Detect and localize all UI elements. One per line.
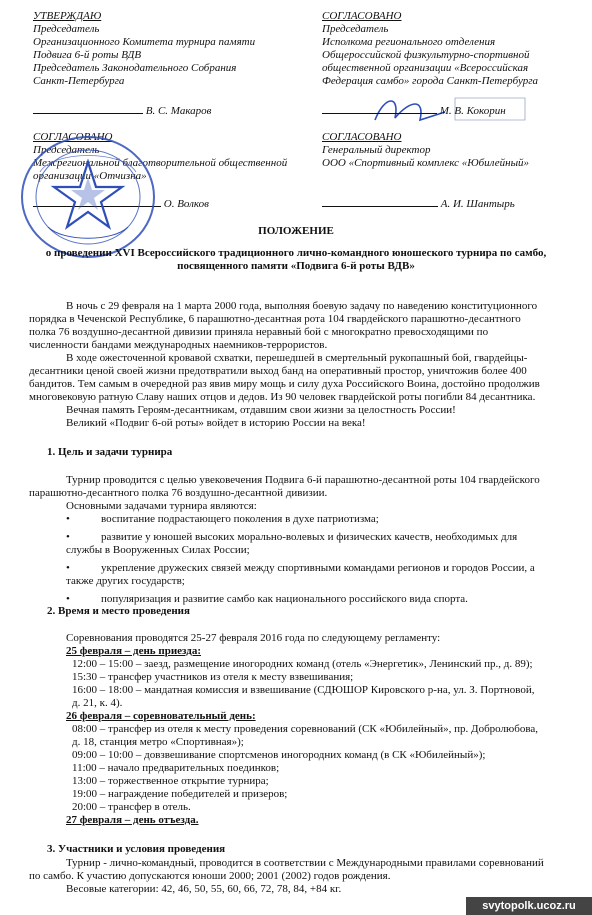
approval-line: Исполкома регионального отделения <box>322 36 496 48</box>
document-title: ПОЛОЖЕНИЕ <box>258 225 334 237</box>
section-3-body <box>29 857 567 896</box>
approval-right-bottom-signature <box>322 196 582 211</box>
subtitle-line: о проведении XVI Всероссийского традиционного лично-командного юношеского турнира по самбо, <box>45 247 547 259</box>
schedule-item: 13:00 – торжественное открытие турнира; <box>72 775 269 787</box>
section-line: Основными задачами турнира являются: <box>66 500 257 512</box>
section-line: по самбо. К участию допускаются юноши 2000; 2001 (2002) годов рождения. <box>29 870 391 882</box>
approval-line: Общероссийской физкультурно-спортивной <box>322 49 530 61</box>
schedule-item: 09:00 – 10:00 – довзвешивание спортсменов иногородних команд (в СК «Юбилейный»); <box>72 749 486 761</box>
signer-name: М. В. Кокорин <box>439 105 506 117</box>
intro-line: численности бандами международных наемников-террористов. <box>29 339 328 351</box>
bullet-icon: • <box>66 531 70 543</box>
schedule-item: 15:30 – трансфер участников из отеля к месту взвешивания; <box>72 671 354 683</box>
schedule-item: 11:00 – начало предварительных поединков; <box>72 762 280 774</box>
signature-line <box>33 103 143 114</box>
approval-heading: СОГЛАСОВАНО <box>322 131 402 143</box>
list-item-text: также других государств; <box>66 575 185 587</box>
organization-seal <box>18 132 158 262</box>
intro-line: полка 76 воздушно-десантной дивизии приняла неравный бой с многократно превосходящими по <box>29 326 489 338</box>
site-watermark: svytopolk.ucoz.ru <box>466 897 592 915</box>
approval-line: Председатель Законодательного Собрания <box>33 62 237 74</box>
bullet-icon: • <box>66 562 70 574</box>
subtitle-line: посвященного памяти «Подвига 6-й роты ВДВ» <box>177 260 415 272</box>
schedule-item: д. 21, к. 4). <box>72 697 123 709</box>
approval-line: Санкт-Петербурга <box>33 75 125 87</box>
bullet-icon: • <box>66 593 70 605</box>
list-item-text: популяризация и развитие самбо как национального российского вида спорта. <box>101 593 468 605</box>
schedule-item: 16:00 – 18:00 – мандатная комиссия и взвешивание (СДЮШОР Кировского р-на, ул. З. Портновой, <box>72 684 535 696</box>
list-item <box>44 531 567 557</box>
list-item-text: укрепление дружеских связей между спортивными командами регионов и городов России, а <box>101 562 535 574</box>
approval-line: Федерация самбо» города Санкт-Петербурга <box>322 75 539 87</box>
intro-line: В ночь с 29 февраля на 1 марта 2000 года, выполняя боевую задачу по наведению конституционного <box>66 300 538 312</box>
section-3-heading: 3. Участники и условия проведения <box>47 843 226 855</box>
intro-line: Вечная память Героям-десантникам, отдавшим свои жизни за целостность России! <box>66 404 456 416</box>
approval-line: Межрегиональной благотворительной общественной <box>33 157 288 169</box>
schedule-item: д. 18, станция метро «Спортивная»); <box>72 736 244 748</box>
intro-line: Великий «Подвиг 6-ой роты» войдет в историю России на века! <box>66 417 366 429</box>
section-line: Весовые категории: 42, 46, 50, 55, 60, 66, 72, 78, 84, +84 кг. <box>66 883 342 895</box>
approval-line: Генеральный директор <box>322 144 431 156</box>
signature-line <box>322 103 437 114</box>
section-1-heading: 1. Цель и задачи турнира <box>47 446 173 458</box>
intro-line: десантники ценой своей жизни предотвратили выход банд на оперативный простор, уничтожив более 400 <box>29 365 527 377</box>
section-2-heading: 2. Время и место проведения <box>47 605 190 617</box>
approval-right-top-signature <box>322 103 582 118</box>
document-subtitle <box>0 247 592 273</box>
intro-line: порядка в Чеченской Республике, 6 парашютно-десантная рота 104 гвардейского парашютно-десантного <box>29 313 521 325</box>
section-line: Турнир - лично-командный, проводится в соответствии с Международными правилами соревнований <box>66 857 544 869</box>
section-line: Соревнования проводятся 25-27 февраля 2016 года по следующему регламенту: <box>66 632 441 644</box>
intro-section <box>29 300 567 430</box>
approval-left-top-signature <box>33 103 303 118</box>
intro-line: бандитов. Тем самым в очередной раз явив миру мощь и силу духа Российского Воина, достойно продолжив <box>29 378 540 390</box>
schedule-item: 19:00 – награждение победителей и призеров; <box>72 788 288 800</box>
approval-heading: СОГЛАСОВАНО <box>322 10 402 22</box>
signer-name: В. С. Макаров <box>145 105 212 117</box>
approval-line: Председатель <box>33 144 100 156</box>
bullet-icon: • <box>66 513 70 525</box>
approval-line: Председатель <box>33 23 100 35</box>
intro-line: В ходе ожесточенной кровавой схватки, перешедшей в смертельный рукопашный бой, гвардейцы- <box>66 352 528 364</box>
intro-line: многовековую ратную Славу наших отцов и дедов. Из 90 человек гвардейской роты погибли 84 десантника. <box>29 391 536 403</box>
list-item <box>44 562 567 588</box>
section-line: Турнир проводится с целью увековечения Подвига 6-й парашютно-десантной роты 104 гвардейского <box>66 474 540 486</box>
section-line: парашютно-десантного полка 76 воздушно-десантной дивизии. <box>29 487 328 499</box>
list-item <box>44 513 567 526</box>
schedule-item: 20:00 – трансфер в отель. <box>72 801 191 813</box>
approval-line: Председатель <box>322 23 389 35</box>
approval-heading: СОГЛАСОВАНО <box>33 131 113 143</box>
list-item-text: развитие у юношей высоких морально-волевых и физических качеств, необходимых для <box>101 531 518 543</box>
list-item-text: воспитание подрастающего поколения в духе патриотизма; <box>101 513 379 525</box>
list-item-text: службы в Вооруженных Силах России; <box>66 544 250 556</box>
schedule-item: 12:00 – 15:00 – заезд, размещение иногородних команд (отель «Энергетик», Ленинский пр., д. 89); <box>72 658 533 670</box>
signature-line <box>322 196 438 207</box>
day-title: 25 февраля – день приезда: <box>66 645 201 657</box>
schedule-item: 08:00 – трансфер из отеля к месту проведения соревнований (СК «Юбилейный», пр. Добролюбова, <box>72 723 539 735</box>
signer-name: О. Волков <box>163 198 209 210</box>
approval-right-top <box>322 10 582 88</box>
approval-line: организации «Отчизна» <box>33 170 147 182</box>
day-title: 26 февраля – соревновательный день: <box>66 710 256 722</box>
approval-line: Организационного Комитета турнира памяти <box>33 36 256 48</box>
approval-line: ООО «Спортивный комплекс «Юбилейный» <box>322 157 530 169</box>
approval-line: Подвига 6-й роты ВДВ <box>33 49 142 61</box>
section-2-body <box>66 632 566 827</box>
approval-line: общественной организации «Всероссийская <box>322 62 529 74</box>
approval-heading: УТВЕРЖДАЮ <box>33 10 102 22</box>
day-title: 27 февраля – день отъезда. <box>66 814 199 826</box>
signer-name: А. И. Шантырь <box>440 198 515 210</box>
approval-right-bottom <box>322 131 582 170</box>
approval-left-top <box>33 10 303 88</box>
tasks-list <box>44 513 567 606</box>
section-1-body <box>29 474 567 513</box>
